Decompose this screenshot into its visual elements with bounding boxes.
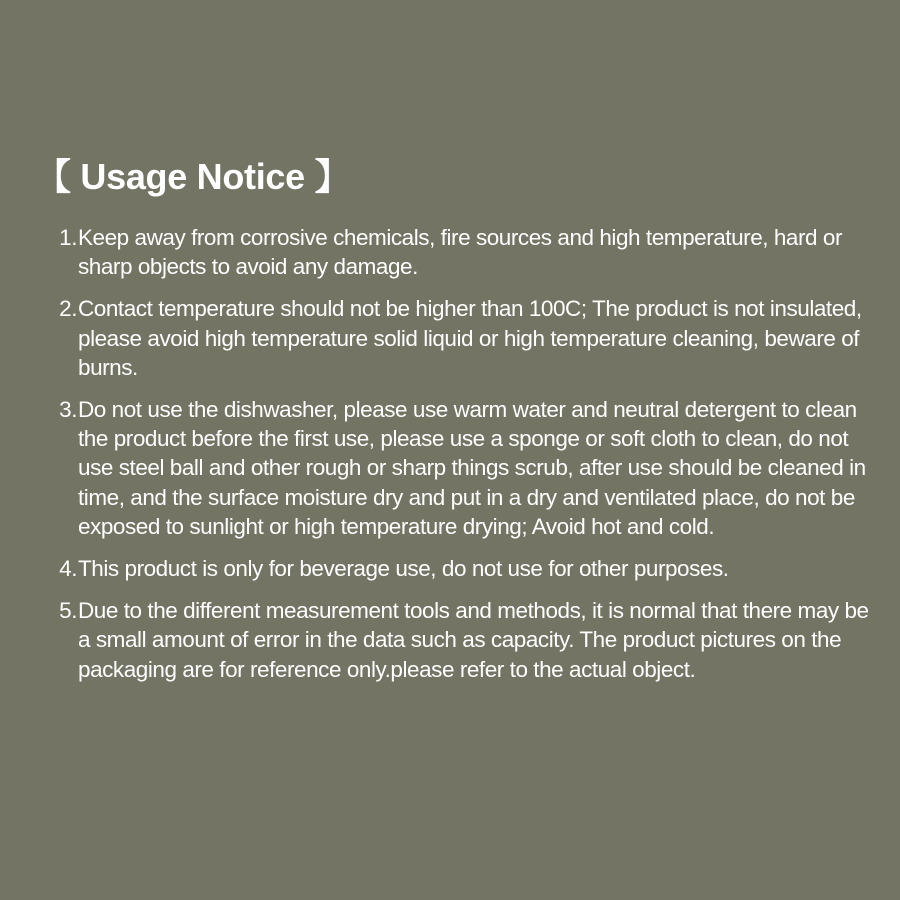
usage-notice-title: 【 Usage Notice 】 — [35, 156, 351, 197]
notice-number-1: 1. — [59, 225, 77, 250]
usage-notice-list — [35, 223, 870, 684]
notice-number-2: 2. — [59, 296, 77, 322]
notice-item-5 — [35, 596, 870, 684]
notice-text-2: Contact temperature should not be higher than 100C; The product is not insulated, please avoid high temperature solid liquid or high temperature cleaning, beware of burns. — [78, 296, 862, 380]
notice-text-1: Keep away from corrosive chemicals, fire sources and high temperature, hard or sharp objects to avoid any damage. — [78, 225, 843, 280]
notice-item-4 — [35, 554, 870, 583]
notice-number-3: 3. — [59, 397, 77, 423]
notice-text-4: This product is only for beverage use, do not use for other purposes. — [78, 556, 729, 582]
notice-number-4: 4. — [59, 556, 77, 582]
notice-number-5: 5. — [59, 598, 77, 624]
notice-text-3: Do not use the dishwasher, please use warm water and neutral detergent to clean the product before the first use, please use a sponge or soft cloth to clean, do not use steel ball and other rough or sharp things scrub, after use should be cleaned in time, and the surface moisture dry and put in a dry and ventilated place, do not be exposed to sunlight or high temperature drying; Avoid hot and cold. — [78, 397, 866, 539]
notice-item-2 — [35, 294, 870, 382]
notice-text-5: Due to the different measurement tools and methods, it is normal that there may be a small amount of error in the data such as capacity. The product pictures on the packaging are for reference only.please refer to the actual object. — [78, 598, 869, 682]
notice-item-1 — [35, 223, 870, 281]
notice-item-3 — [35, 395, 870, 541]
